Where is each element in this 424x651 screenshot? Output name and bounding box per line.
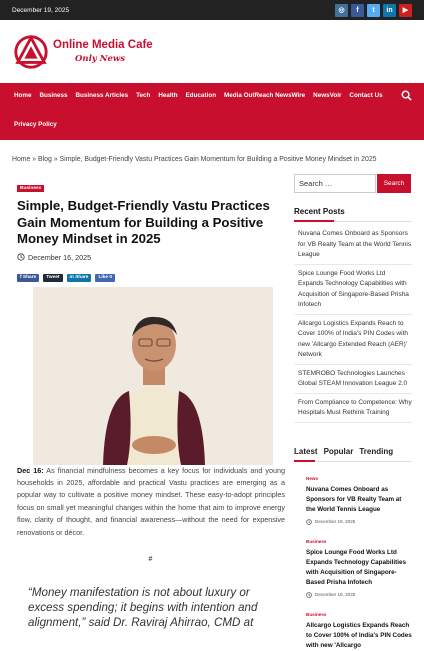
post-tabs	[294, 447, 412, 462]
instagram-icon[interactable]: ◎	[335, 4, 348, 17]
share-button-0[interactable]: f Share	[17, 274, 39, 282]
nav-item-business-articles[interactable]: Business Articles	[75, 92, 129, 99]
share-button-3[interactable]: Like 0	[95, 274, 115, 282]
top-bar	[0, 0, 424, 20]
site-logo[interactable]	[12, 33, 153, 71]
nav-item-newsvoir[interactable]: NewsVoir	[313, 92, 342, 99]
search-input[interactable]: Search …	[294, 174, 376, 193]
article-date	[17, 253, 289, 262]
twitter-icon[interactable]: t	[367, 4, 380, 17]
nav-item-media-outreach-newswire[interactable]: Media OutReach NewsWire	[224, 92, 306, 99]
article-quote: “Money manifestation is not about luxury or excess spending; it begins with intention and alignment,” said Dr. Raviraj Ahirrao, CMD at	[28, 585, 258, 629]
article	[12, 176, 289, 651]
tab-post-date-text: December 19, 2025	[315, 519, 356, 524]
logo-title: Online Media Cafe	[53, 39, 153, 51]
current-date: December 19, 2025	[12, 6, 70, 14]
nav-row-secondary	[10, 112, 414, 138]
share-button-1[interactable]: Tweet	[43, 274, 62, 282]
share-buttons	[17, 274, 289, 282]
social-links	[335, 4, 412, 17]
clock-icon	[306, 592, 312, 598]
recent-post-link[interactable]: Spice Lounge Food Works Ltd Expands Technology Capabilities with Acquisition of Singapore-Based Prisha Infotech	[294, 265, 412, 315]
tab-latest[interactable]: Latest	[294, 446, 318, 456]
tab-post-item[interactable]	[294, 476, 412, 525]
search-icon[interactable]	[401, 90, 412, 101]
linkedin-icon[interactable]: in	[383, 4, 396, 17]
share-button-2[interactable]: in Share	[67, 274, 92, 282]
main-navigation	[0, 83, 424, 140]
recent-post-link[interactable]: Nuvana Comes Onboard as Sponsors for VB Realty Team at the World Tennis League	[294, 225, 412, 265]
recent-posts-title: Recent Posts	[294, 207, 412, 222]
recent-post-link[interactable]: From Compliance to Competence: Why Hospitals Must Rethink Training	[294, 394, 412, 423]
recent-posts-list	[294, 225, 412, 423]
tab-post-item[interactable]	[294, 539, 412, 598]
tab-trending[interactable]: Trending	[359, 446, 394, 456]
main-area	[0, 176, 424, 651]
tab-post-date-text: December 19, 2025	[315, 592, 356, 597]
sidebar-search	[294, 174, 412, 193]
logo-tagline: Only News	[75, 53, 125, 64]
tab-post-category[interactable]: Business	[306, 611, 327, 617]
recent-post-link[interactable]: STEMROBO Technologies Launches Global STEAM Innovation League 2.0	[294, 365, 412, 394]
nav-item-health[interactable]: Health	[158, 92, 178, 99]
tab-post-category[interactable]: News	[306, 475, 319, 481]
nav-item-education[interactable]: Education	[185, 92, 217, 99]
site-header	[0, 20, 424, 83]
nav-item-contact-us[interactable]: Contact Us	[349, 92, 383, 99]
tab-popular[interactable]: Popular	[323, 446, 354, 456]
tab-post-title[interactable]: Allcargo Logistics Expands Reach to Cover 100% of India's PIN Codes with new 'Allcargo	[306, 621, 412, 649]
tab-post-item[interactable]	[294, 612, 412, 651]
nav-item-tech[interactable]: Tech	[136, 92, 151, 99]
article-dateline: Dec 16:	[17, 465, 44, 475]
recent-post-link[interactable]: Allcargo Logistics Expands Reach to Cover 100% of India's PIN Codes with new 'Allcargo Extended Reach (AER)' Network	[294, 315, 412, 365]
article-photo	[33, 287, 273, 465]
tab-post-date	[306, 519, 412, 525]
clock-icon	[17, 253, 25, 261]
nav-row-primary	[10, 83, 414, 109]
portrait-image	[33, 287, 273, 465]
facebook-icon[interactable]: f	[351, 4, 364, 17]
tab-post-date	[306, 592, 412, 598]
article-title: Simple, Budget-Friendly Vastu Practices Gain Momentum for Building a Positive Money Mindset in 2025	[17, 198, 270, 246]
nav-item-privacy-policy[interactable]: Privacy Policy	[14, 121, 57, 128]
logo-mark-icon	[12, 33, 50, 71]
tab-post-list	[294, 476, 412, 651]
sidebar	[294, 176, 412, 651]
tab-post-category[interactable]: Business	[306, 538, 327, 544]
youtube-icon[interactable]: ▶	[399, 4, 412, 17]
tab-post-title[interactable]: Nuvana Comes Onboard as Sponsors for VB Realty Team at the World Tennis League	[306, 485, 402, 513]
article-date-text: December 16, 2025	[28, 252, 92, 262]
nav-item-business[interactable]: Business	[39, 92, 68, 99]
category-badge[interactable]: Business	[17, 185, 44, 192]
article-body-text: As financial mindfulness becomes a key focus for individuals and young households in 2025, affordable and practical Vastu practices are emerging as a popular way to cultivate a positive money mindset. These easy-to-adopt principles focus on small yet meaningful changes within the home that aim to improve energy flow, clarity of thought, and financial awareness—without the need for expensive renovations or décor.	[17, 465, 285, 537]
article-hash: #	[148, 555, 153, 563]
nav-item-home[interactable]: Home	[14, 92, 32, 99]
article-body	[17, 465, 289, 539]
clock-icon	[306, 519, 312, 525]
breadcrumb[interactable]: Home » Blog » Simple, Budget-Friendly Vastu Practices Gain Momentum for Building a Positive Money Mindset in 2025	[12, 156, 377, 163]
tab-post-title[interactable]: Spice Lounge Food Works Ltd Expands Technology Capabilities with Acquisition of Singapore-Based Prisha Infotech	[306, 548, 406, 586]
search-button[interactable]: Search	[377, 174, 411, 193]
